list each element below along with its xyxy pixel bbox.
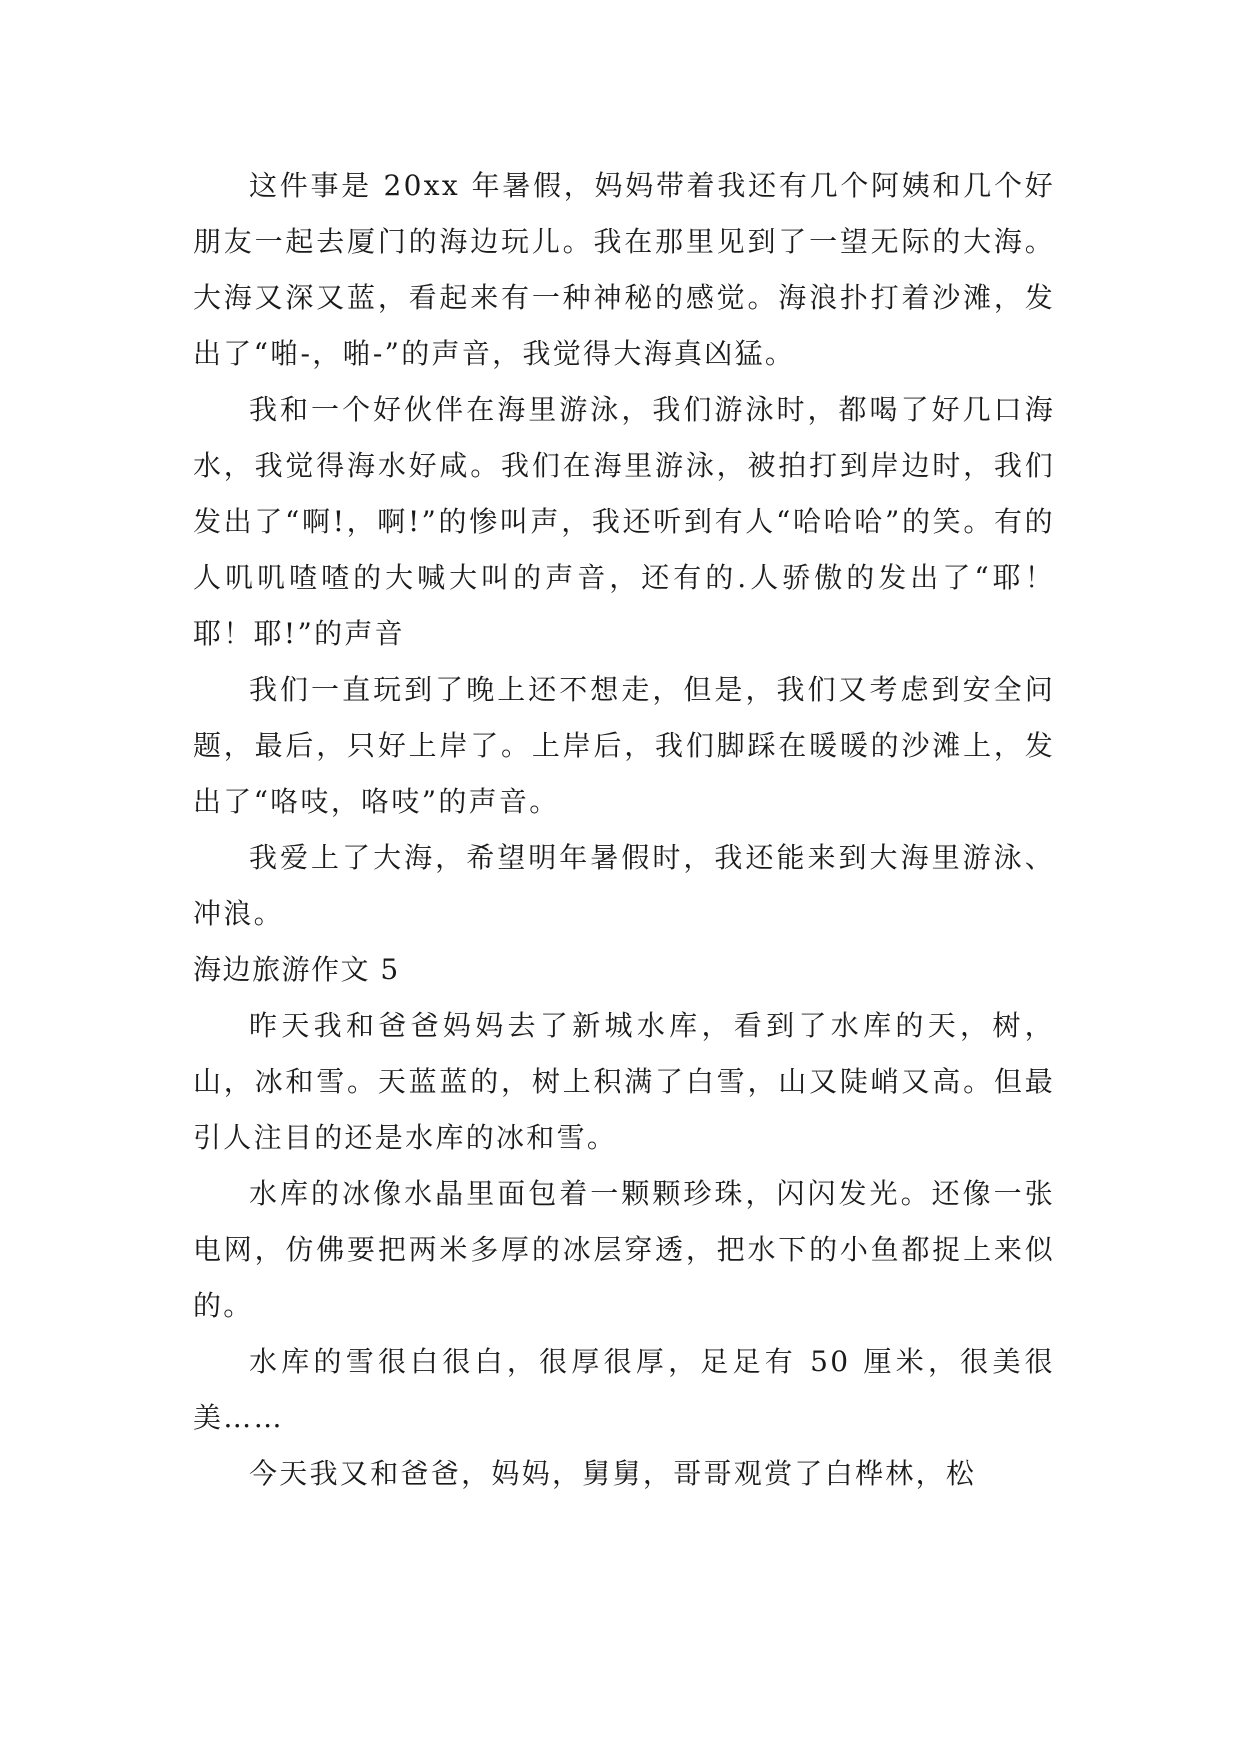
paragraph-1: 这件事是 20xx 年暑假，妈妈带着我还有几个阿姨和几个好朋友一起去厦门的海边玩儿。我在那里见到了一望无际的大海。大海又深又蓝，看起来有一种神秘的感觉。海浪扑打着沙滩，发出了“啪-，啪-”的声音，我觉得大海真凶猛。 [193, 169, 1055, 370]
paragraph-6: 水库的冰像水晶里面包着一颗颗珍珠，闪闪发光。还像一张电网，仿佛要把两米多厚的冰层穿透，把水下的小鱼都捉上来似的。 [193, 1177, 1055, 1322]
paragraph-3: 我们一直玩到了晚上还不想走，但是，我们又考虑到安全问题，最后，只好上岸了。上岸后，我们脚踩在暖暖的沙滩上，发出了“咯吱，咯吱”的声音。 [193, 673, 1055, 818]
section-heading: 海边旅游作文 5 [193, 953, 400, 986]
paragraph-5: 昨天我和爸爸妈妈去了新城水库，看到了水库的天，树，山，冰和雪。天蓝蓝的，树上积满了白雪，山又陡峭又高。但最引人注目的还是水库的冰和雪。 [193, 1009, 1055, 1154]
paragraph-7: 水库的雪很白很白，很厚很厚，足足有 50 厘米，很美很美…… [193, 1345, 1055, 1434]
paragraph-4: 我爱上了大海，希望明年暑假时，我还能来到大海里游泳、冲浪。 [193, 841, 1055, 930]
paragraph-2: 我和一个好伙伴在海里游泳，我们游泳时，都喝了好几口海水，我觉得海水好咸。我们在海里游泳，被拍打到岸边时，我们发出了“啊!，啊!”的惨叫声，我还听到有人“哈哈哈”的笑。有的人叽叽喳喳的大喊大叫的声音，还有的.人骄傲的发出了“耶！耶！耶!”的声音 [193, 393, 1055, 650]
document-body [193, 158, 1055, 1502]
paragraph-8: 今天我又和爸爸，妈妈，舅舅，哥哥观赏了白桦林，松 [249, 1457, 977, 1490]
